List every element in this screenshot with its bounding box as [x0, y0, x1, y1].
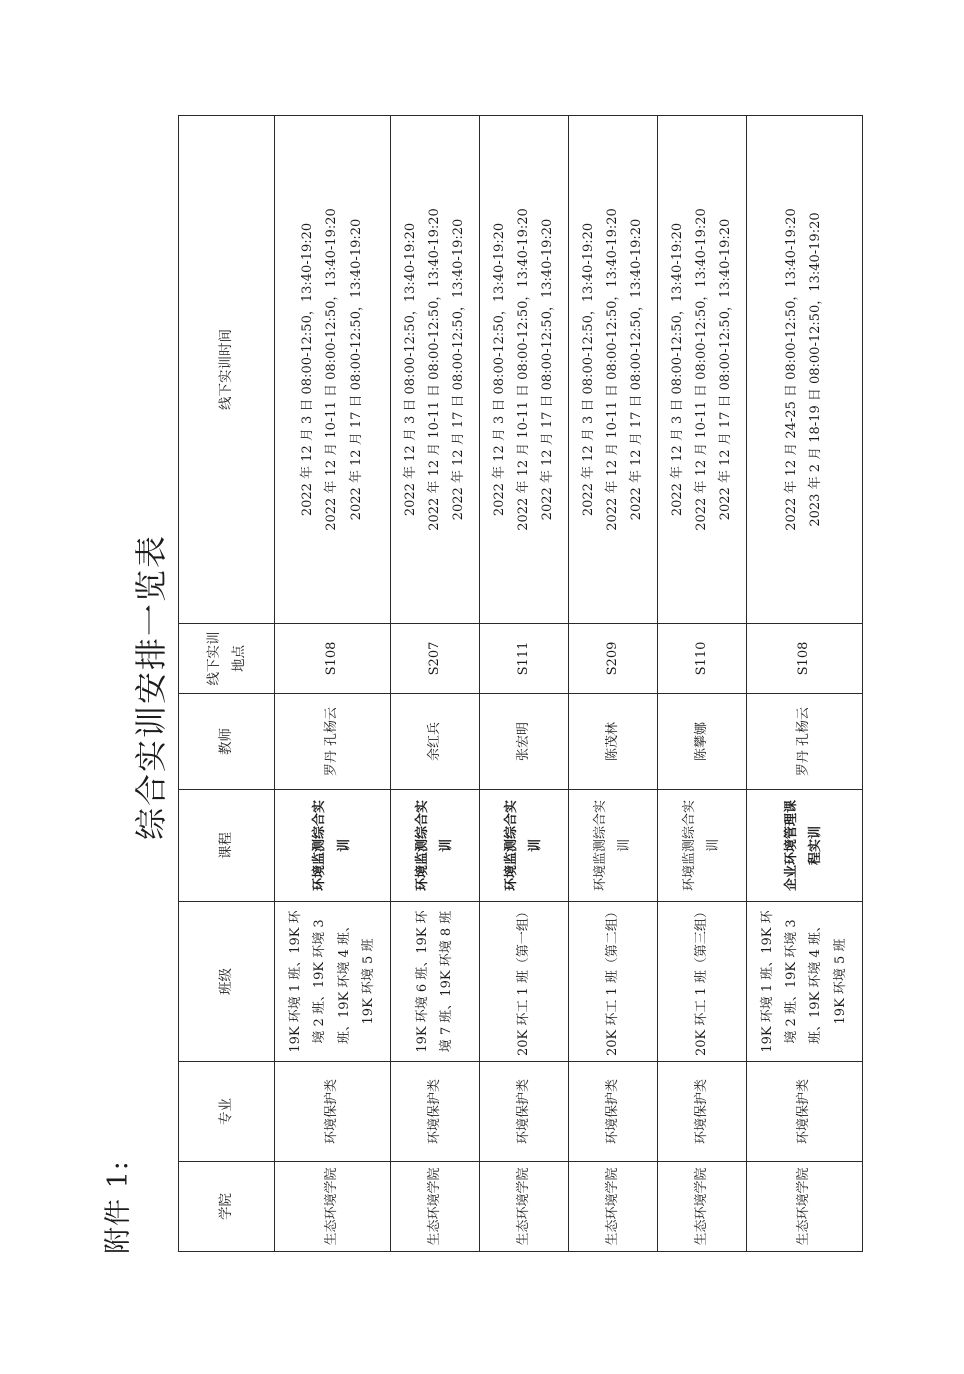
cell-college: 生态环境学院: [275, 1162, 391, 1252]
cell-location: S108: [275, 624, 391, 694]
time-line: 2022 年 12 月 17 日 08:00-12:50，13:40-19:20: [451, 218, 467, 521]
header-row: [179, 116, 275, 1252]
cell-location: S108: [746, 624, 862, 694]
cell-major: 环境保护类: [480, 1062, 569, 1162]
cell-college: 生态环境学院: [657, 1162, 746, 1252]
cell-time: [568, 116, 657, 624]
header-college: 学院: [179, 1162, 275, 1252]
time-line: 2022 年 12 月 17 日 08:00-12:50，13:40-19:20: [629, 218, 644, 521]
time-line: 2022 年 12 月 10-11 日 08:00-12:50，13:40-19:20: [426, 208, 442, 531]
time-line: 2022 年 12 月 3 日 08:00-12:50，13:40-19:20: [580, 222, 596, 517]
cell-class: 20K 环工 1 班（第二组）: [568, 902, 657, 1062]
cell-major: 环境保护类: [391, 1062, 480, 1162]
cell-major: 环境保护类: [657, 1062, 746, 1162]
cell-teacher: 张宏明: [480, 694, 569, 790]
cell-time: [746, 116, 862, 624]
cell-major: 环境保护类: [568, 1062, 657, 1162]
time-line: 2022 年 12 月 10-11 日 08:00-12:50，13:40-19:20: [515, 208, 531, 531]
cell-location: S209: [568, 624, 657, 694]
time-line: 2022 年 12 月 17 日 08:00-12:50，13:40-19:20: [717, 218, 733, 521]
header-teacher: 教师: [179, 694, 275, 790]
cell-location: S207: [391, 624, 480, 694]
cell-class: 19K 环境 6 班、19K 环境 7 班、19K 环境 8 班: [391, 902, 480, 1062]
time-line: 2023 年 2 月 18-19 日 08:00-12:50，13:40-19:20: [808, 212, 824, 527]
time-line: 2022 年 12 月 3 日 08:00-12:50，13:40-19:20: [669, 222, 685, 517]
time-line: 2022 年 12 月 3 日 08:00-12:50，13:40-19:20: [300, 222, 316, 517]
schedule-table: [178, 115, 863, 1252]
cell-time: [391, 116, 480, 624]
table-row: [568, 116, 657, 1252]
cell-teacher: 陈茂林: [568, 694, 657, 790]
header-location: 线下实训地点: [179, 624, 275, 694]
time-line: 2022 年 12 月 3 日 08:00-12:50，13:40-19:20: [491, 222, 507, 517]
cell-major: 环境保护类: [275, 1062, 391, 1162]
cell-college: 生态环境学院: [568, 1162, 657, 1252]
time-line: 2022 年 12 月 10-11 日 08:00-12:50，13:40-19:20: [324, 208, 340, 531]
table-row: [657, 116, 746, 1252]
cell-teacher: 罗丹 孔杨云: [746, 694, 862, 790]
time-line: 2022 年 12 月 17 日 08:00-12:50，13:40-19:20: [348, 218, 364, 521]
header-course: 课程: [179, 790, 275, 902]
cell-time: [657, 116, 746, 624]
time-line: 2022 年 12 月 24-25 日 08:00-12:50，13:40-19:20: [784, 208, 800, 531]
cell-major: 环境保护类: [746, 1062, 862, 1162]
cell-time: [275, 116, 391, 624]
header-class: 班级: [179, 902, 275, 1062]
cell-course: 环境监测综合实训: [480, 790, 569, 902]
attachment-label: 附件 1:: [103, 1160, 134, 1254]
time-line: 2022 年 12 月 3 日 08:00-12:50，13:40-19:20: [402, 222, 418, 517]
cell-class: 19K 环境 1 班、19K 环境 2 班、19K 环境 3 班、19K 环境 4 班、19K 环境 5 班: [275, 902, 391, 1062]
cell-teacher: 余红兵: [391, 694, 480, 790]
cell-course: 环境监测综合实训: [391, 790, 480, 902]
cell-location: S111: [480, 624, 569, 694]
time-line: 2022 年 12 月 10-11 日 08:00-12:50，13:40-19:20: [604, 208, 620, 531]
cell-location: S110: [657, 624, 746, 694]
header-time: 线下实训时间: [179, 116, 275, 624]
cell-college: 生态环境学院: [480, 1162, 569, 1252]
time-line: 2022 年 12 月 17 日 08:00-12:50，13:40-19:20: [540, 218, 556, 521]
table-row: [746, 116, 862, 1252]
table-row: [480, 116, 569, 1252]
table-row: [275, 116, 391, 1252]
cell-course: 环境监测综合实训: [275, 790, 391, 902]
cell-class: 20K 环工 1 班（第一组）: [480, 902, 569, 1062]
cell-college: 生态环境学院: [746, 1162, 862, 1252]
cell-course: 环境监测综合实训: [568, 790, 657, 902]
cell-class: 19K 环境 1 班、19K 环境 2 班、19K 环境 3 班、19K 环境 4 班、19K 环境 5 班: [746, 902, 862, 1062]
cell-teacher: 陈攀娜: [657, 694, 746, 790]
cell-course: 环境监测综合实训: [657, 790, 746, 902]
time-line: 2022 年 12 月 10-11 日 08:00-12:50，13:40-19:20: [693, 208, 709, 531]
cell-time: [480, 116, 569, 624]
cell-teacher: 罗丹 孔杨云: [275, 694, 391, 790]
cell-college: 生态环境学院: [391, 1162, 480, 1252]
table-row: [391, 116, 480, 1252]
cell-course: 企业环境管理课程实训: [746, 790, 862, 902]
cell-class: 20K 环工 1 班（第三组）: [657, 902, 746, 1062]
header-major: 专业: [179, 1062, 275, 1162]
page-title: 综合实训安排一览表: [132, 534, 170, 841]
